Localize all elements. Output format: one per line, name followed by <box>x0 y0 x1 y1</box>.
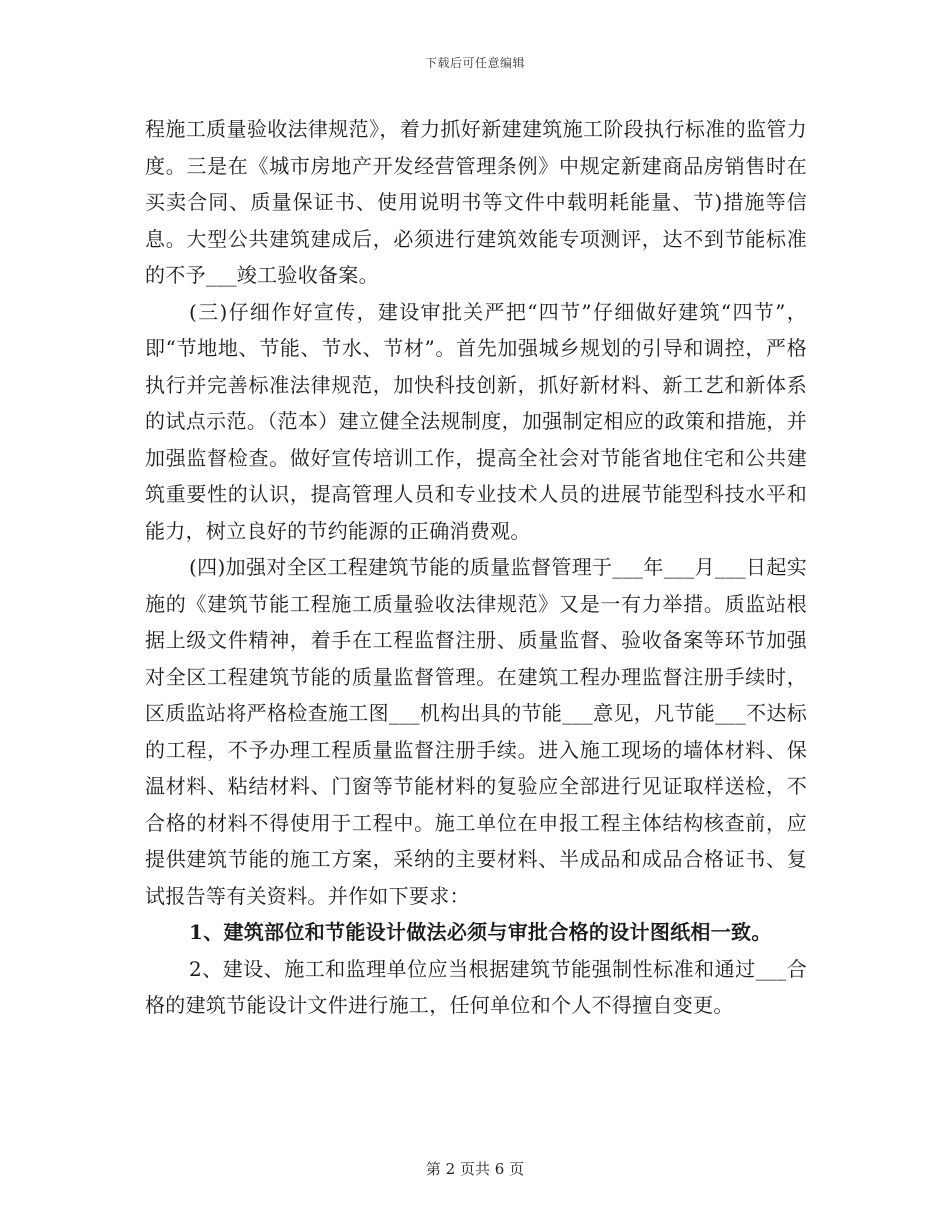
paragraph-section-four: (四)加强对全区工程建筑节能的质量监督管理于___年___月___日起实施的《建筑节能工程施工质量验收法律规范》又是一有力举措。质监站根据上级文件精神，着手在工程监督注册、质量监督、验收备案等环节加强对全区工程建筑节能的质量监督管理。在建筑工程办理监督注册手续时，区质监站将严格检查施工图___机构出具的节能___意见，凡节能___不达标的工程，不予办理工程质量监督注册手续。进入施工现场的墙体材料、保温材料、粘结材料、门窗等节能材料的复验应全部进行见证取样送检，不合格的材料不得使用于工程中。施工单位在申报工程主体结构核查前，应提供建筑节能的施工方案，采纳的主要材料、半成品和成品合格证书、复试报告等有关资料。并作如下要求： <box>145 555 807 908</box>
page-number: 第 2 页共 6 页 <box>425 1160 525 1178</box>
requirement-item-1: 1、建筑部位和节能设计做法必须与审批合格的设计图纸相一致。 <box>189 920 772 944</box>
paragraph-continuation: 程施工质量验收法律规范》，着力抓好新建建筑施工阶段执行标准的监管力度。三是在《城市房地产开发经营管理条例》中规定新建商品房销售时在买卖合同、质量保证书、使用说明书等文件中载明耗能量、节)措施等信息。大型公共建筑建成后，必须进行建筑效能专项测评，达不到节能标准的不予___竣工验收备案。 <box>145 117 807 287</box>
page-header-note: 下载后可任意编辑 <box>424 56 525 70</box>
paragraph-section-three: (三)仔细作好宣传，建设审批关严把“四节”仔细做好建筑“四节”，即“节地地、节能、节水、节材”。首先加强城乡规划的引导和调控，严格执行并完善标准法律规范，加快科技创新，抓好新材料、新工艺和新体系的试点示范。（范本）建立健全法规制度，加强制定相应的政策和措施，并加强监督检查。做好宣传培训工作，提高全社会对节能省地住宅和公共建筑重要性的认识，提高管理人员和专业技术人员的进展节能型科技水平和能力，树立良好的节约能源的正确消费观。 <box>145 299 807 543</box>
requirement-item-2: 2、建设、施工和监理单位应当根据建筑节能强制性标准和通过___合格的建筑节能设计文件进行施工，任何单位和个人不得擅自变更。 <box>145 956 807 1017</box>
document-body <box>145 111 807 1024</box>
